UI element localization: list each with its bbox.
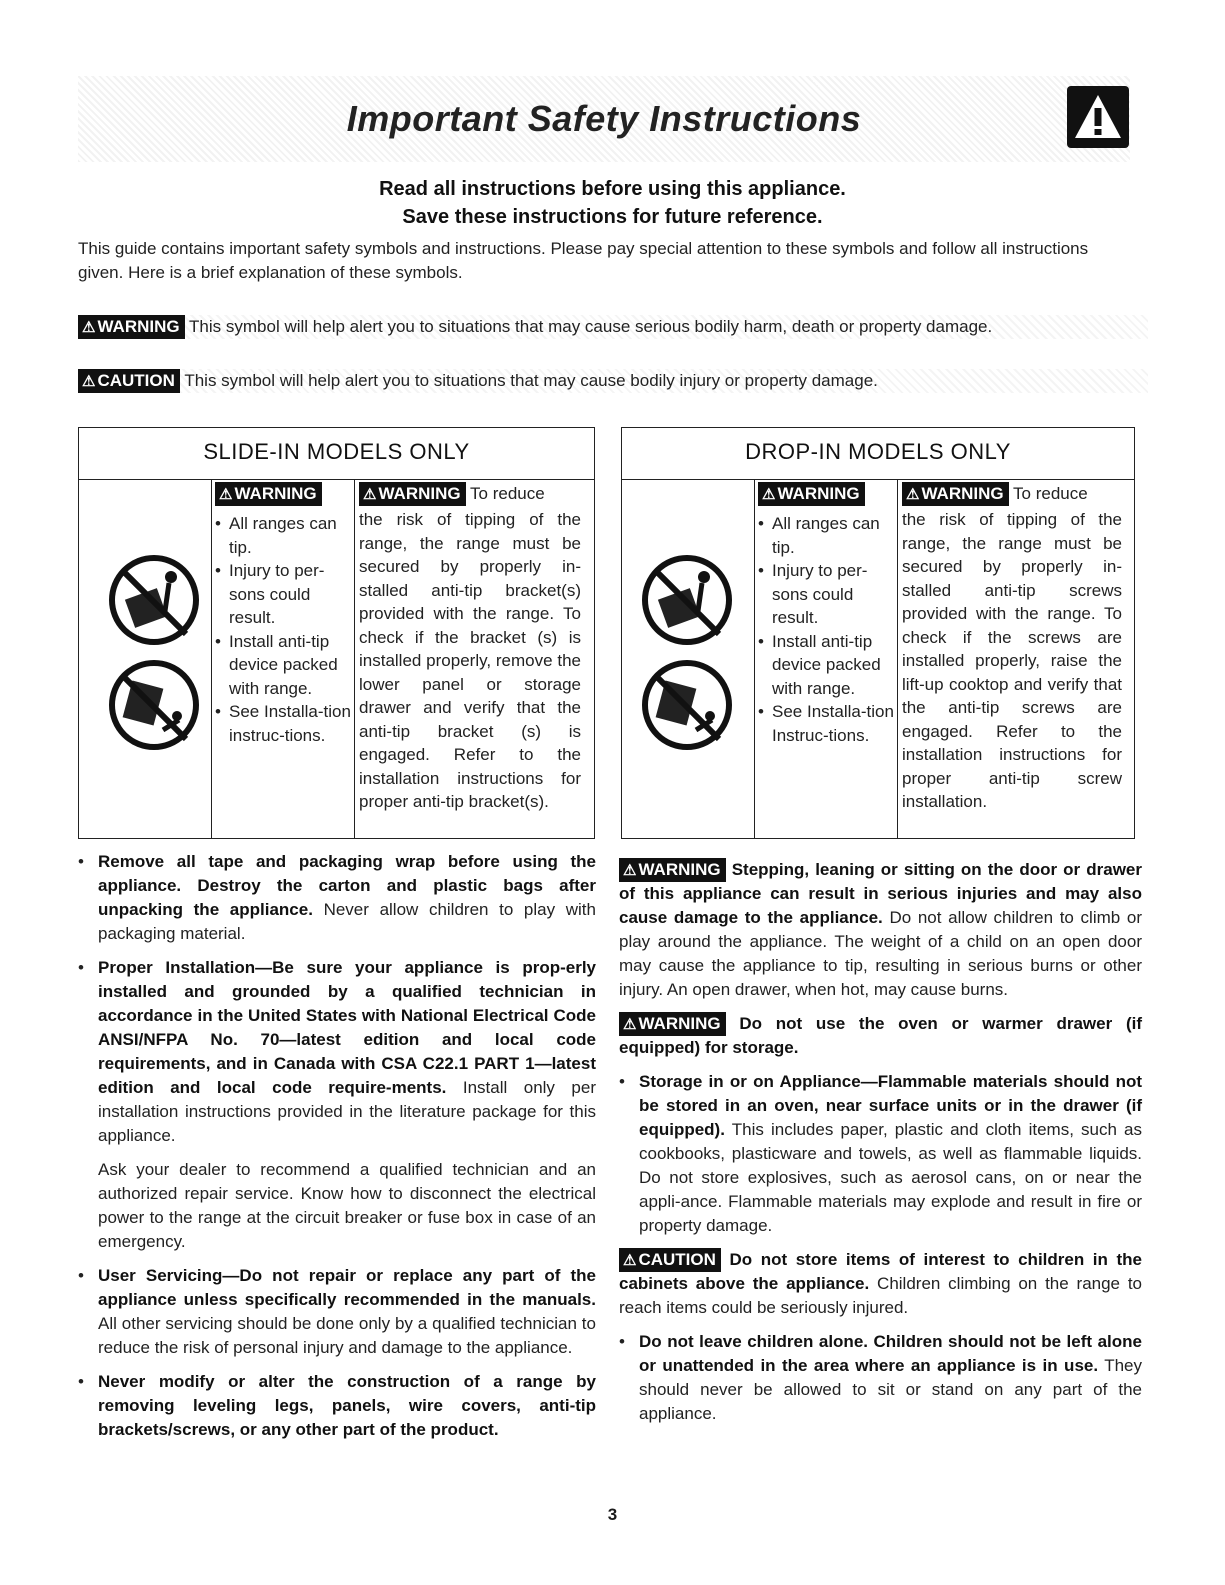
no-tipping-drawer-icon — [107, 658, 201, 752]
warning-badge: ⚠ WARNING — [758, 482, 865, 506]
list-item: • All ranges can tip. — [758, 512, 894, 559]
list-item: • Remove all tape and packaging wrap before using the appliance. Destroy the carton and plastic bags after unpacking the appliance. Never allow children to play with packaging material. — [78, 850, 596, 946]
list-item: • Install anti-tip device packed with range. — [215, 630, 351, 701]
list-item: • Storage in or on Appliance—Flammable materials should not be stored in an oven, near surface units or in the drawer (if equipped). This includes paper, plastic and cloth items, such as cookbooks, plasticware and towels, as well as flammable liquids. Do not store explosives, such as aerosol cans, on or near the appli-ance. Flammable materials may explode and result in fire or property damage. — [619, 1070, 1142, 1238]
drop-in-models-box — [621, 427, 1135, 839]
page-number: 3 — [607, 1505, 618, 1524]
warning-badge: ⚠ WARNING — [619, 1012, 726, 1036]
save-instructions-line: Save these instructions for future reference. — [402, 206, 823, 228]
list-item: • User Servicing—Do not repair or replace any part of the appliance unless specifically recommended in the manuals. All other servicing should be done only by a qualified technician to reduce the risk of personal injury and damage to the appliance. — [78, 1264, 596, 1360]
dealer-paragraph: Ask your dealer to recommend a qualified technician and an authorized repair service. Know how to disconnect the electrical power to the range at the circuit breaker or fuse box in case of an emergency. — [98, 1160, 596, 1251]
right-column — [619, 858, 1142, 1436]
left-column — [78, 850, 596, 1452]
warning-badge: ⚠ WARNING — [215, 482, 322, 506]
drop-in-reduce-text: ⚠ WARNING To reduce the risk of tipping of the range, the range must be secured by properly in-stalled anti-tip screws provided with the range. To check if the screws are installed properly, raise the lift-up cooktop and verify that the anti-tip screws are engaged. Refer to the installation instructions for proper anti-tip screw installation. — [902, 484, 1122, 811]
slide-in-title: SLIDE-IN MODELS ONLY — [79, 428, 594, 480]
slide-in-models-box — [78, 427, 595, 839]
warning-triangle-icon: ⚠ — [82, 319, 96, 336]
divider — [897, 480, 898, 838]
page-title: Important Safety Instructions — [346, 98, 862, 139]
warning-badge: ⚠ WARNING — [619, 858, 726, 882]
read-instructions-line: Read all instructions before using this appliance. — [379, 178, 846, 200]
slide-in-warning-list — [215, 482, 351, 747]
list-item: • Do not leave children alone. Children should not be left alone or unattended in the area where an appliance is in use. They should never be allowed to sit or stand on any part of the appliance. — [619, 1330, 1142, 1426]
drop-in-title: DROP-IN MODELS ONLY — [622, 428, 1134, 480]
divider — [754, 480, 755, 838]
warning-badge: ⚠ WARNING — [359, 482, 466, 506]
warning-triangle-icon — [1067, 86, 1129, 148]
list-item: • Injury to per-sons could result. — [758, 559, 894, 630]
list-item: • Proper Installation—Be sure your appliance is prop-erly installed and grounded by a qualified technician in accordance in the United States with National Electrical Code ANSI/NFPA No. 70—latest edition and local code requirements, and in Canada with CSA C22.1 PART 1—latest edition and local code require-ments. Install only per installation instructions provided in the literature package for this appliance. — [78, 956, 596, 1148]
list-item: • All ranges can tip. — [215, 512, 351, 559]
caution-symbol-text: This symbol will help alert you to situations that may cause bodily injury or property damage. — [184, 371, 878, 390]
cabinet-caution-paragraph: ⚠ CAUTION Do not store items of interest to children in the cabinets above the appliance. Children climbing on the range to reach items could be seriously injured. — [619, 1250, 1143, 1317]
no-tipping-icon — [640, 553, 734, 647]
no-tipping-icon — [107, 553, 201, 647]
list-item: • See Installa-tion instruc-tions. — [215, 700, 351, 747]
slide-in-reduce-text: ⚠ WARNING To reduce the risk of tipping of the range, the range must be secured by properly in-stalled anti-tip bracket(s) provided with the range. To check if the bracket (s) is installed properly, remove the lower panel or storage drawer and verify that the anti-tip bracket (s) is engaged. Refer to the installation instructions for proper anti-tip bracket(s). — [359, 484, 581, 811]
divider — [354, 480, 355, 838]
storage-warning-paragraph: ⚠ WARNING Do not use the oven or warmer drawer (if equipped) for storage. — [619, 1014, 1142, 1057]
caution-badge: ⚠ CAUTION — [619, 1248, 721, 1272]
door-warning-paragraph: ⚠ WARNING Stepping, leaning or sitting on the door or drawer of this appliance can result in serious injuries and may also cause damage to the appliance. Do not allow children to climb or play around the appliance. The weight of a child on an open door may cause the appliance to tip, resulting in serious burns or other injury. An open drawer, when hot, may cause burns. — [619, 860, 1142, 999]
list-item: • See Installa-tion Instruc-tions. — [758, 700, 894, 747]
warning-symbol-line — [78, 315, 1148, 339]
list-item: • Never modify or alter the construction of a range by removing leveling legs, panels, wire covers, anti-tip brackets/screws, or any other part of the product. — [78, 1370, 596, 1442]
list-item: • Install anti-tip device packed with range. — [758, 630, 894, 701]
warning-symbol-text: This symbol will help alert you to situations that may cause serious bodily harm, death or property damage. — [189, 317, 993, 336]
warning-badge: ⚠ WARNING — [78, 315, 185, 339]
divider — [211, 480, 212, 838]
caution-badge: ⚠ CAUTION — [78, 369, 180, 393]
warning-triangle-icon: ⚠ — [82, 373, 96, 390]
warning-badge: ⚠ WARNING — [902, 482, 1009, 506]
no-tipping-drawer-icon — [640, 658, 734, 752]
intro-paragraph: This guide contains important safety symbols and instructions. Please pay special attention to these symbols and follow all instructions given. Here is a brief explanation of these symbols. — [78, 239, 1089, 282]
list-item: • Injury to per-sons could result. — [215, 559, 351, 630]
caution-symbol-line — [78, 369, 1148, 393]
drop-in-warning-list — [758, 482, 894, 747]
